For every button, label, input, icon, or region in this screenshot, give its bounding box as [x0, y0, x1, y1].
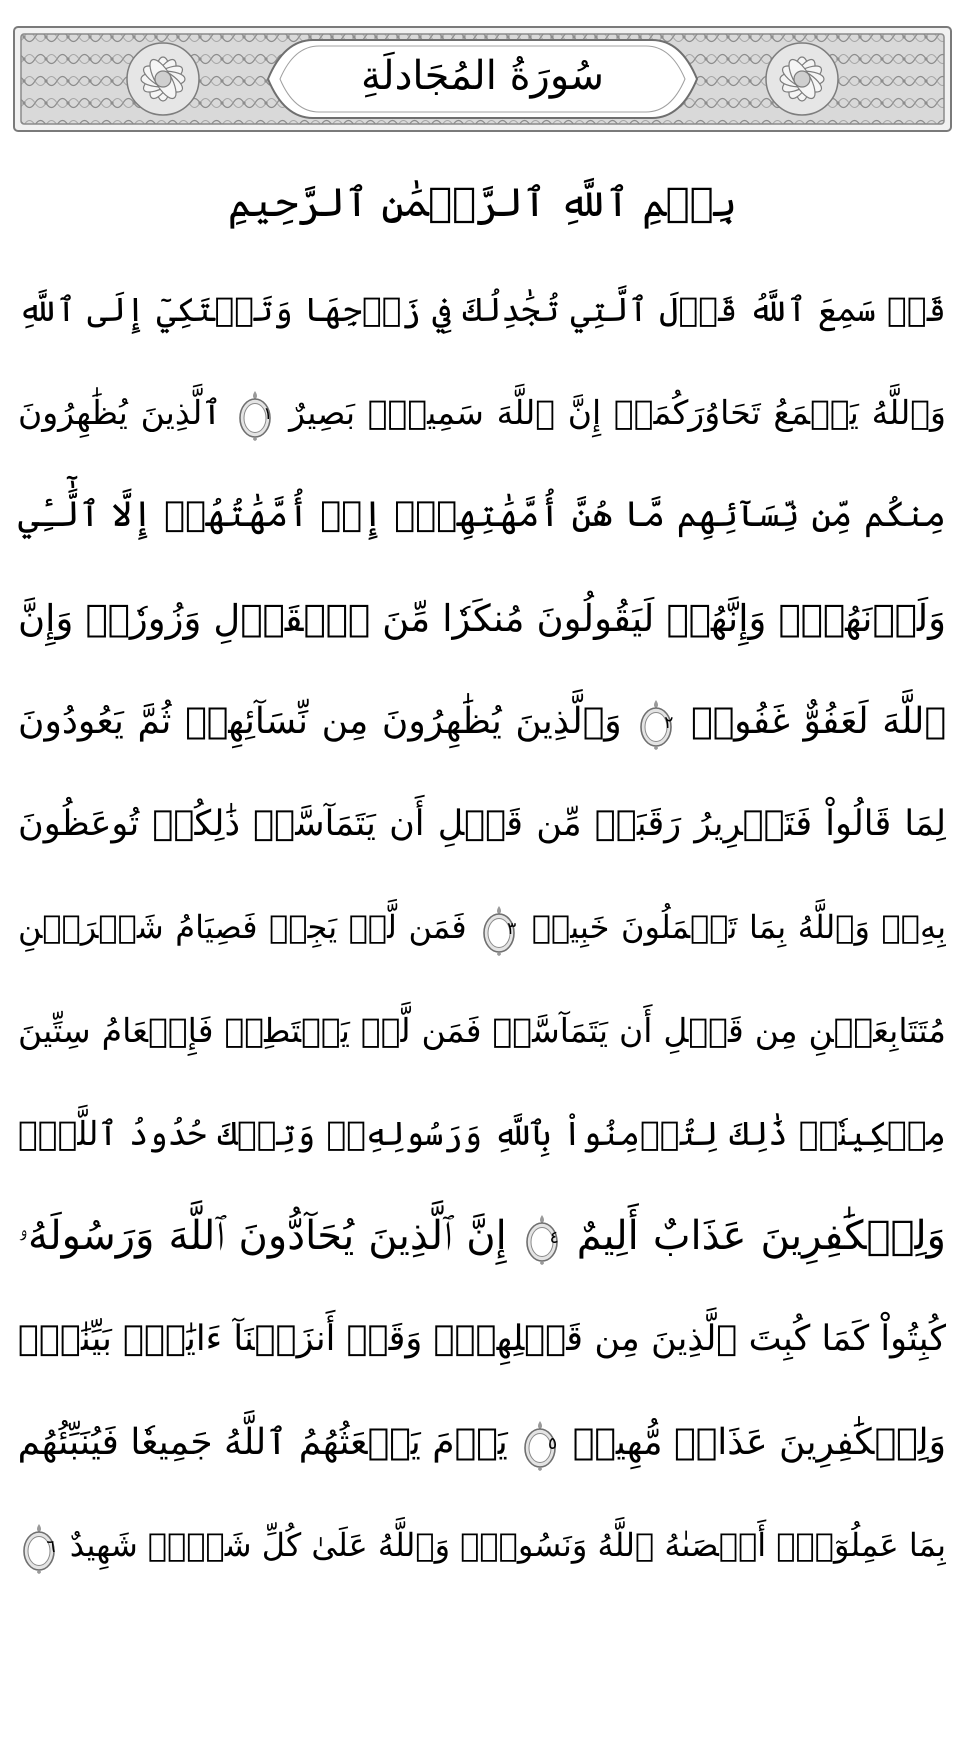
verse-line — [18, 1185, 946, 1288]
basmala: بِسۡمِ ٱللَّهِ ٱلرَّحۡمَٰنِ ٱلرَّحِيمِ — [227, 180, 738, 226]
verse-text: فَمَن لَّمۡ يَجِدۡ فَصِيَامُ شَهۡرَيۡنِ — [18, 908, 467, 946]
ayah-number: ٤ — [549, 1228, 559, 1248]
verse-line — [18, 567, 946, 670]
verse-line — [18, 876, 946, 979]
ayah-end-marker — [482, 904, 516, 956]
ayah-number: ١ — [263, 404, 273, 424]
verse-text: مِنكُم مِّن نِّسَآئِهِم مَّا هُنَّ أُمَّهَٰتِهِمۡۖ إِنۡ أُمَّهَٰتُهُمۡ إِلَّا ٱلَّٰٓـِٔي — [18, 495, 946, 535]
verse-line — [18, 1082, 946, 1185]
ayah-end-marker — [523, 1419, 557, 1471]
verse-text: كُبِتُواْ كَمَا كُبِتَ ٱلَّذِينَ مِن قَبۡلِهِمۡۚ وَقَدۡ أَنزَلۡنَآ ءَايَٰتِۭ بَيِّنَٰتٖۚ — [18, 1319, 946, 1359]
verse-text: وَٱلَّذِينَ يُظَٰهِرُونَ مِن نِّسَآئِهِمۡ ثُمَّ يَعُودُونَ — [18, 701, 622, 742]
verse-text: مِسۡكِينٗاۚ ذَٰلِكَ لِتُؤۡمِنُواْ بِٱللَّهِ وَرَسُولِهِۦۚ وَتِلۡكَ حُدُودُ ٱللَّهِۗ — [18, 1114, 946, 1153]
verse-text: إِنَّ ٱلَّذِينَ يُحَآدُّونَ ٱللَّهَ وَرَسُولَهُۥ — [18, 1213, 507, 1259]
verse-text: قَدۡ سَمِعَ ٱللَّهُ قَوۡلَ ٱلَّتِي تُجَٰدِلُكَ فِي زَوۡجِهَا وَتَشۡتَكِيٓ إِلَى ٱللَّهِ — [18, 290, 946, 329]
verse-line — [18, 1391, 946, 1494]
verse-text: وَلِلۡكَٰفِرِينَ عَذَابٌ أَلِيمٌ — [576, 1213, 946, 1259]
verse-text: وَلَدۡنَهُمۡۚ وَإِنَّهُمۡ لَيَقُولُونَ مُنكَرٗا مِّنَ ٱلۡقَوۡلِ وَزُورٗاۚ وَإِنَّ — [18, 597, 946, 640]
verse-line — [18, 1494, 946, 1597]
verse-text: وَلِلۡكَٰفِرِينَ عَذَابٞ مُّهِينٞ — [572, 1422, 946, 1463]
surah-title: سُورَةُ المُجَادلَةِ — [360, 53, 605, 99]
verse-text: وَٱللَّهُ يَسۡمَعُ تَحَاوُرَكُمَآۚ إِنَّ ٱللَّهَ سَمِيعُۢ بَصِيرٌ — [289, 393, 946, 432]
ayah-number: ٦ — [46, 1536, 56, 1557]
verse-line — [18, 258, 946, 361]
verse-text: ٱللَّهَ لَعَفُوٌّ غَفُورٞ — [690, 701, 946, 742]
verse-line — [18, 979, 946, 1082]
verse-text: ٱلَّذِينَ يُظَٰهِرُونَ — [18, 393, 222, 432]
ayah-number: ٣ — [507, 918, 517, 939]
ayah-number: ٥ — [548, 1434, 558, 1454]
verse-text: لِمَا قَالُواْ فَتَحۡرِيرُ رَقَبَةٖ مِّن قَبۡلِ أَن يَتَمَآسَّاۚ ذَٰلِكُمۡ تُوعَظُونَ — [18, 804, 946, 844]
surah-header-frame — [13, 26, 952, 132]
verse-line — [18, 361, 946, 464]
verse-text: يَوۡمَ يَبۡعَثُهُمُ ٱللَّهُ جَمِيعٗا فَيُنَبِّئُهُم — [18, 1422, 508, 1463]
ayah-end-marker — [525, 1213, 559, 1265]
ayah-end-marker — [22, 1522, 56, 1574]
verse-line — [18, 464, 946, 567]
verse-line — [18, 773, 946, 876]
verse-text: بِهِۦۚ وَٱللَّهُ بِمَا تَعۡمَلُونَ خَبِيرٞ — [531, 908, 946, 946]
verse-line — [18, 1288, 946, 1391]
ayah-number: ٢ — [664, 713, 674, 733]
ayah-end-marker — [639, 698, 673, 750]
verse-text: بِمَا عَمِلُوٓاْۚ أَحۡصَىٰهُ ٱللَّهُ وَنَسُوهُۚ وَٱللَّهُ عَلَىٰ كُلِّ شَيۡءٖ شَهِيدٌ — [69, 1526, 946, 1564]
verse-lines — [18, 258, 946, 1597]
verse-line — [18, 670, 946, 773]
verse-text: مُتَتَابِعَيۡنِ مِن قَبۡلِ أَن يَتَمَآسَّاۖ فَمَن لَّمۡ يَسۡتَطِعۡ فَإِطۡعَامُ سِتِّينَ — [18, 1011, 946, 1050]
ayah-end-marker — [238, 389, 272, 441]
